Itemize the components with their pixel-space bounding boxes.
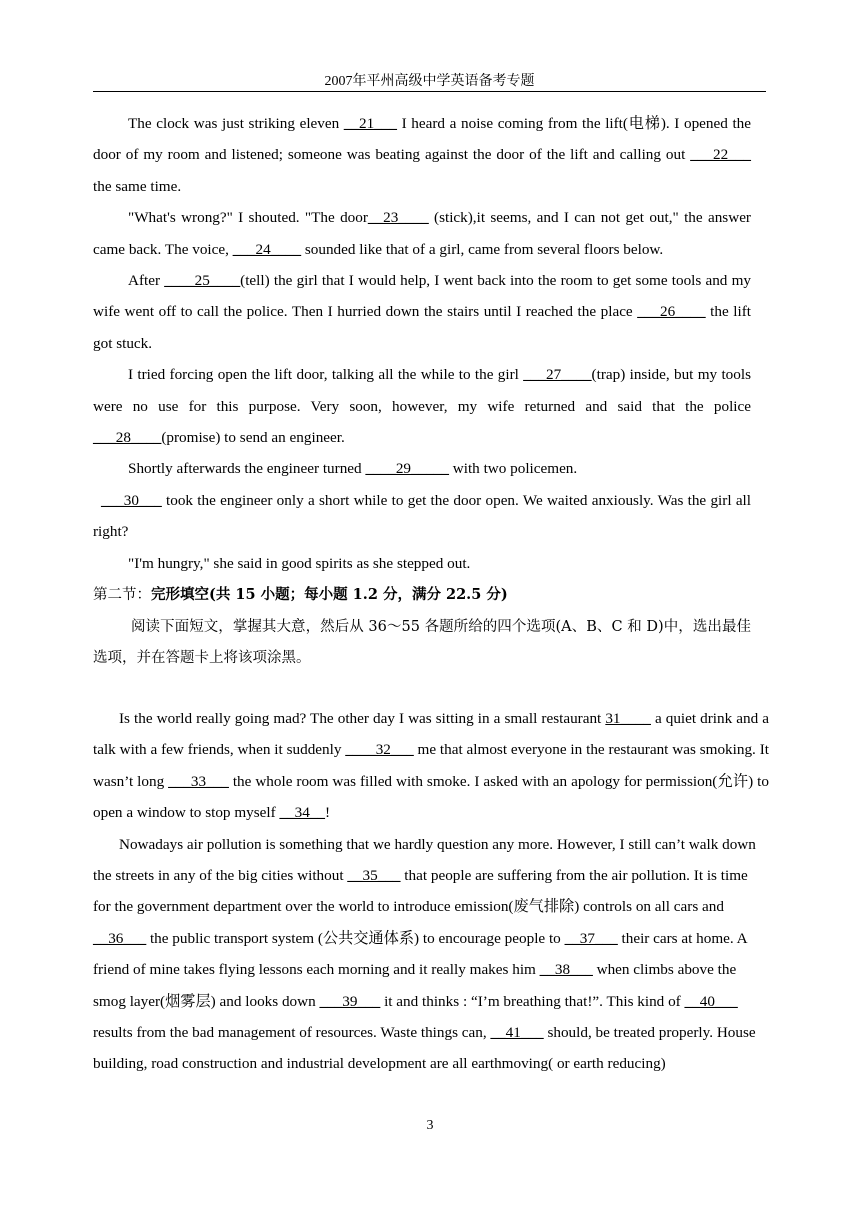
text: that people are suffering from the air pollution. It is time for the government department over the world to introduce emission(废气排除) controls on all cars and bbox=[93, 867, 748, 916]
text: with two policemen. bbox=[448, 460, 578, 478]
text: Nowadays air pollution is something that we hardly question any more. However, I still can’t walk down the streets in any of the big cities without bbox=[93, 835, 756, 885]
blank-28: ___28____ bbox=[93, 429, 162, 447]
text: should, be treated properly. House building, road construction and industrial development are all earthmoving( or earth reducing) bbox=[93, 1024, 756, 1073]
text: the whole room was filled with smoke. I asked with an apology for permission(允许) to open a window to stop myself bbox=[93, 772, 770, 822]
blank-32: ____32___ bbox=[345, 741, 414, 759]
blank-37: __37___ bbox=[564, 929, 618, 947]
blank-25: ____25____ bbox=[164, 272, 241, 290]
blank-24: ___24____ bbox=[232, 240, 302, 258]
text: it and thinks : “I’m breathing that!”. This kind of bbox=[380, 992, 685, 1010]
text: Is the world really going mad? The other day I was sitting in a small restaurant bbox=[119, 710, 606, 727]
blank-22: ___22___ bbox=[690, 146, 751, 164]
blank-29: ____29_____ bbox=[365, 460, 449, 478]
text: I heard a noise coming from the lift(电梯). I opened the door of my room and listened; someone was beating against the door of the lift and calling out bbox=[93, 115, 752, 164]
text: After bbox=[128, 272, 165, 290]
blank-30: ___30___ bbox=[101, 491, 162, 509]
blank-31: 31____ bbox=[605, 710, 651, 727]
header-rule bbox=[93, 91, 766, 92]
paragraph bbox=[93, 829, 769, 1080]
text: the same time. bbox=[93, 177, 182, 195]
blank-23: __23____ bbox=[367, 209, 429, 227]
blank-36: __36___ bbox=[93, 929, 147, 947]
text: "I'm hungry," she said in good spirits as she stepped out. bbox=[128, 554, 471, 572]
text: their cars at home. A friend of mine takes flying lessons each morning and it really makes him bbox=[93, 929, 747, 979]
paragraph bbox=[93, 548, 751, 579]
blank-38: __38___ bbox=[539, 961, 593, 979]
text: (trap) inside, but my tools were no use for this purpose. Very soon, however, my wife returned and said that the police bbox=[93, 366, 751, 415]
page-number: 3 bbox=[426, 1118, 434, 1133]
text: results from the bad management of resources. Waste things can, bbox=[93, 1024, 491, 1042]
text: Shortly afterwards the engineer turned bbox=[128, 460, 366, 478]
paragraph bbox=[93, 202, 751, 265]
blank-39: ___39___ bbox=[319, 992, 381, 1010]
text: "What's wrong?" I shouted. "The door bbox=[128, 209, 368, 227]
text: (tell) the girl that I would help, I went back into the room to get some tools and my wife went off to call the police. Then I hurried down the stairs until I reached the place bbox=[93, 272, 751, 321]
paragraph bbox=[93, 359, 751, 453]
text: sounded like that of a girl, came from several floors below. bbox=[301, 240, 664, 258]
section-title: 完形填空(共 15 小题；每小题 1.2 分，满分 22.5 分) bbox=[151, 586, 508, 604]
text: the lift got stuck. bbox=[93, 303, 751, 352]
section-instructions: 阅读下面短文，掌握其大意，然后从 36～55 各题所给的四个选项(A、B、C 和 D)中，选出最佳选项，并在答题卡上将该项涂黑。 bbox=[93, 618, 751, 666]
page-header: 2007年平州高级中学英语备考专题 bbox=[324, 74, 535, 89]
paragraph bbox=[93, 453, 751, 484]
blank-35: __35___ bbox=[347, 867, 401, 885]
text: The clock was just striking eleven bbox=[128, 115, 344, 132]
passage-1 bbox=[93, 108, 751, 674]
text: when climbs above the smog layer(烟雾层) and looks down bbox=[93, 961, 737, 1010]
text: (promise) to send an engineer. bbox=[161, 429, 345, 447]
blank-21: __21___ bbox=[343, 115, 397, 132]
blank-34: __34__ bbox=[279, 804, 326, 822]
text: a quiet drink and a talk with a few friends, when it suddenly bbox=[93, 710, 769, 759]
text: I tried forcing open the lift door, talking all the while to the girl bbox=[128, 366, 524, 384]
blank-27: ___27____ bbox=[523, 366, 592, 384]
text: took the engineer only a short while to get the door open. We waited anxiously. Was the girl all right? bbox=[93, 491, 751, 541]
section-prefix: 第二节： bbox=[93, 587, 151, 604]
blank-40: __40___ bbox=[684, 992, 738, 1010]
text: me that almost everyone in the restaurant was smoking. It wasn’t long bbox=[93, 741, 769, 790]
passage-2 bbox=[93, 703, 769, 1080]
text: (stick),it seems, and I can not get out," the answer came back. The voice, bbox=[93, 209, 751, 258]
text: ! bbox=[325, 804, 331, 822]
paragraph bbox=[93, 265, 751, 359]
paragraph bbox=[93, 703, 769, 829]
blank-33: ___33___ bbox=[168, 772, 229, 790]
blank-26: ___26____ bbox=[637, 303, 706, 321]
text: the public transport system (公共交通体系) to encourage people to bbox=[146, 929, 565, 947]
paragraph bbox=[93, 108, 751, 202]
paragraph bbox=[93, 485, 751, 548]
section-heading bbox=[93, 579, 751, 611]
blank-41: __41___ bbox=[490, 1024, 544, 1042]
